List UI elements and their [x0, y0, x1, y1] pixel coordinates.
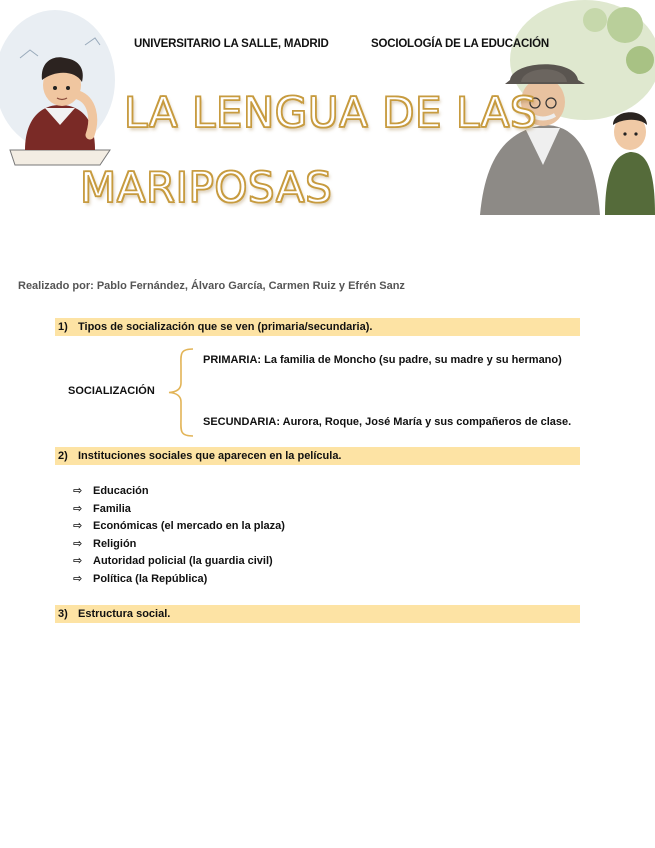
list-item [73, 501, 285, 519]
list-item-label: Autoridad policial (la guardia civil) [93, 555, 273, 568]
institution-name: UNIVERSITARIO LA SALLE, MADRID [134, 38, 329, 50]
list-item [73, 483, 285, 501]
course-name: SOCIOLOGÍA DE LA EDUCACIÓN [371, 38, 549, 50]
section-3-number: 3) [58, 608, 68, 620]
section-2-heading [55, 447, 580, 465]
list-item-label: Política (la República) [93, 572, 208, 585]
list-item-label: Educación [93, 485, 149, 497]
list-item-label: Religión [93, 537, 137, 550]
curly-brace-icon [165, 345, 195, 440]
socialization-label: SOCIALIZACIÓN [68, 385, 155, 397]
section-1-number: 1) [58, 321, 68, 333]
section-3-heading [55, 605, 580, 623]
institutions-list [73, 483, 285, 589]
boy-illustration [0, 0, 125, 170]
list-item [73, 536, 285, 554]
right-arrow-icon: ⇨ [73, 485, 83, 497]
secondary-socialization: SECUNDARIA: Aurora, Roque, José María y sus compañeros de clase. [203, 416, 572, 428]
right-arrow-icon: ⇨ [73, 502, 83, 515]
section-1-title: Tipos de socialización que se ven (primaria/secundaria). [78, 321, 373, 333]
list-item [73, 553, 285, 571]
list-item-label: Económicas (el mercado en la plaza) [93, 520, 285, 533]
section-2-number: 2) [58, 450, 68, 462]
primary-socialization: PRIMARIA: La familia de Moncho (su padre, su madre y su hermano) [203, 354, 562, 366]
right-arrow-icon: ⇨ [73, 537, 83, 550]
section-1-heading [55, 318, 580, 336]
right-arrow-icon: ⇨ [73, 520, 83, 533]
title-line-1: LA LENGUA DE LAS [124, 88, 538, 137]
authors-line: Realizado por: Pablo Fernández, Álvaro García, Carmen Ruiz y Efrén Sanz [18, 280, 405, 292]
right-arrow-icon: ⇨ [73, 555, 83, 568]
title-line-2: MARIPOSAS [80, 163, 333, 212]
list-item-label: Familia [93, 502, 131, 515]
section-2-title: Instituciones sociales que aparecen en la película. [78, 450, 342, 462]
list-item [73, 571, 285, 589]
section-3-title: Estructura social. [78, 608, 171, 620]
list-item [73, 518, 285, 536]
right-arrow-icon: ⇨ [73, 572, 83, 585]
